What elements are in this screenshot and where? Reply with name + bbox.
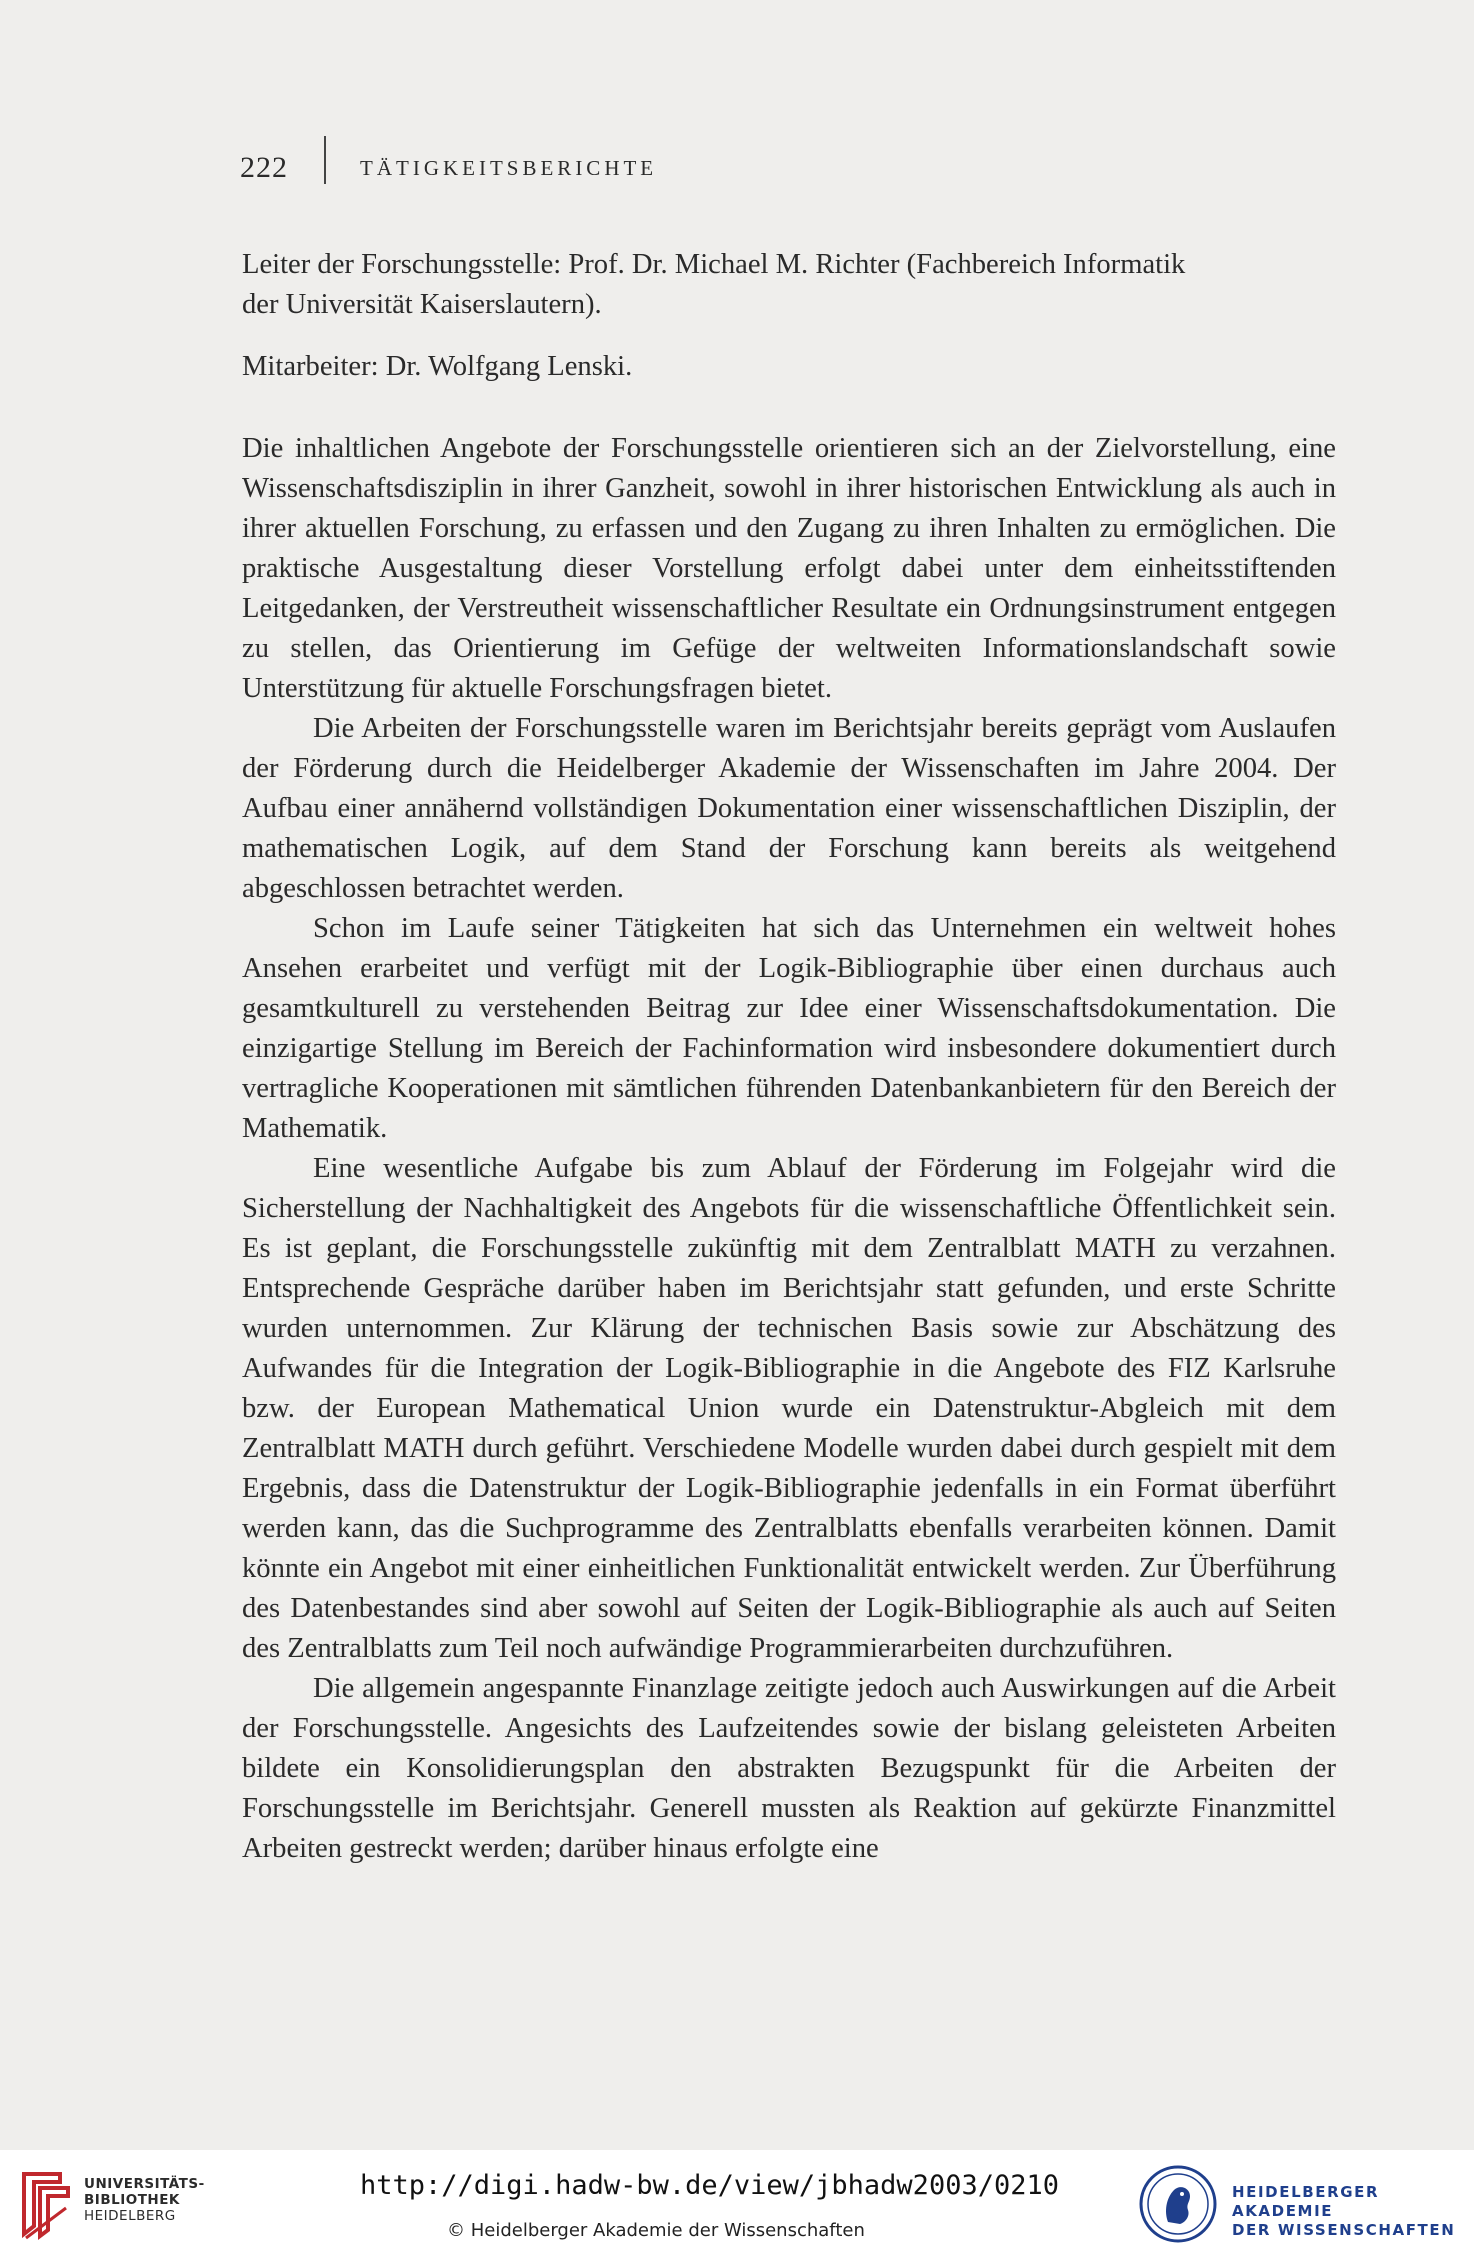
- header-divider: [324, 136, 326, 184]
- leader-line-continued: der Universität Kaiserslautern).: [242, 289, 602, 320]
- paragraph: Die Arbeiten der Forschungsstelle waren im Berichtsjahr bereits geprägt vom Auslaufen der Förderung durch die Heidelberger Akademie der Wissenschaften im Jahre 2004. Der Aufbau einer annähernd vollständigen Dokumentation einer wissenschaftlichen Disziplin, der mathematischen Logik, auf dem Stand der Forschung kann bereits als weitgehend abgeschlossen betrachtet werden.: [242, 713, 1336, 904]
- paragraph: Schon im Laufe seiner Tätigkeiten hat sich das Unternehmen ein weltweit hohes Ansehen erarbeitet und verfügt mit der Logik-Bibliographie über einen durchaus auch gesamtkulturell zu verstehenden Beitrag zur Idee einer Wissenschaftsdokumentation. Die einzigartige Stellung im Bereich der Fachinformation wird insbesondere dokumentiert durch vertragliche Kooperationen mit sämtlichen führenden Datenbankanbietern für den Bereich der Mathematik.: [242, 913, 1336, 1144]
- viewer-footer: [0, 2150, 1474, 2258]
- staff-line: Mitarbeiter: Dr. Wolfgang Lenski.: [242, 351, 633, 382]
- paragraph: Eine wesentliche Aufgabe bis zum Ablauf der Förderung im Folgejahr wird die Sicherstellung der Nachhaltigkeit des Angebots für die wissenschaftliche Öffentlichkeit sein. Es ist geplant, die Forschungsstelle zukünftig mit dem Zentralblatt MATH zu verzahnen. Entsprechende Gespräche darüber haben im Berichtsjahr statt gefunden, und erste Schritte wurden unternommen. Zur Klärung der technischen Basis sowie zur Abschätzung des Aufwandes für die Integration der Logik-Bibliographie in die Angebote des FIZ Karlsruhe bzw. der European Mathematical Union wurde ein Datenstruktur-Abgleich mit dem Zentralblatt MATH durch geführt. Verschiedene Modelle wurden dabei durch gespielt mit dem Ergebnis, dass die Datenstruktur der Logik-Bibliographie jedenfalls in ein Format überführt werden kann, das die Suchprogramme des Zentralblatts ebenfalls verarbeiten können. Damit könnte ein Angebot mit einer einheitlichen Funktionalität entwickelt werden. Zur Überführung des Datenbestandes sind aber sowohl auf Seiten der Logik-Bibliographie als auch auf Seiten des Zentralblatts zum Teil noch aufwändige Programmierarbeiten durchzuführen.: [242, 1153, 1336, 1664]
- page-number: 222: [240, 151, 288, 184]
- section-title: TÄTIGKEITSBERICHTE: [360, 155, 658, 180]
- copyright-notice: © Heidelberger Akademie der Wissenschaften: [447, 2220, 865, 2241]
- university-library-logo-icon: [18, 2168, 74, 2240]
- academy-name: HEIDELBERGER AKADEMIE DER WISSENSCHAFTEN: [1232, 2183, 1456, 2239]
- paragraph: Die inhaltlichen Angebote der Forschungsstelle orientieren sich an der Zielvorstellung, eine Wissenschaftsdisziplin in ihrer Ganzheit, sowohl in ihrer historischen Entwicklung als auch in ihrer aktuellen Forschung, zu erfassen und den Zugang zu ihren Inhalten zu ermöglichen. Die praktische Ausgestaltung dieser Vorstellung erfolgt dabei unter dem einheitsstiftenden Leitgedanken, der Verstreutheit wissenschaftlicher Resultate ein Ordnungsinstrument entgegen zu stellen, das Orientierung im Gefüge der weltweiten Informationslandschaft sowie Unterstützung für aktuelle Forschungsfragen bietet.: [242, 433, 1336, 704]
- academy-seal-icon: [1138, 2164, 1218, 2244]
- paragraph: Die allgemein angespannte Finanzlage zeitigte jedoch auch Auswirkungen auf die Arbeit der Forschungsstelle. Angesichts des Laufzeitendes sowie der bislang geleisteten Arbeiten bildete ein Konsolidierungsplan den abstrakten Bezugspunkt für die Arbeiten der Forschungsstelle im Berichtsjahr. Generell mussten als Reaktion auf gekürzte Finanzmittel Arbeiten gestreckt werden; darüber hinaus erfolgte eine: [242, 1673, 1336, 1864]
- body-text: [242, 245, 1336, 1869]
- library-name: UNIVERSITÄTS- BIBLIOTHEK HEIDELBERG: [84, 2176, 205, 2224]
- running-head: [240, 148, 657, 188]
- leader-line: Leiter der Forschungsstelle: Prof. Dr. Michael M. Richter (Fachbereich Informatik: [242, 249, 1186, 280]
- permalink-url[interactable]: http://digi.hadw-bw.de/view/jbhadw2003/0210: [360, 2170, 1059, 2201]
